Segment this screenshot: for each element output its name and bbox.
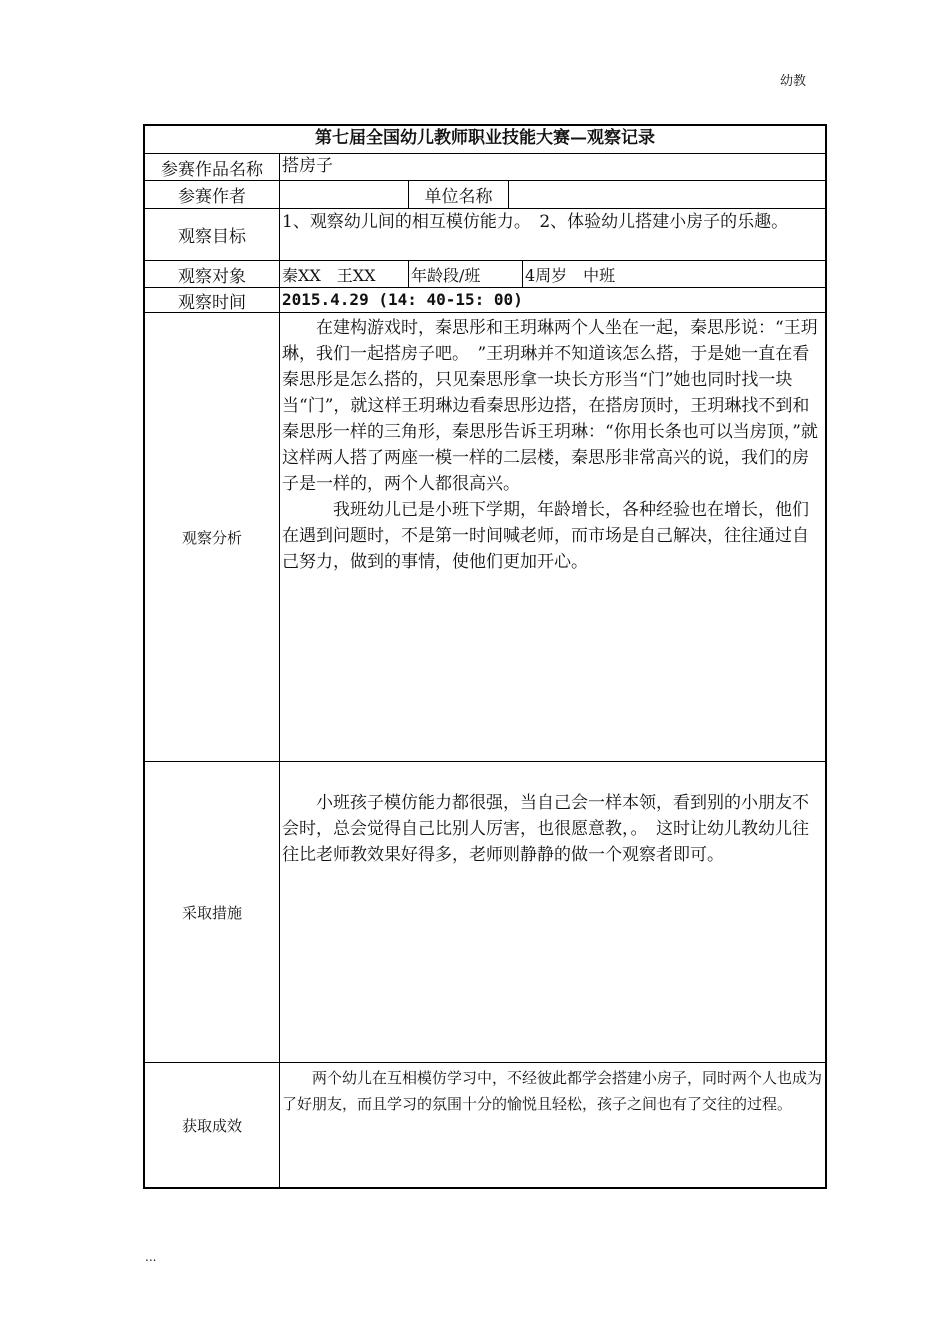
analysis-paragraph-1: 在建构游戏时，秦思彤和王玥琳两个人坐在一起，秦思彤说：“王玥琳，我们一起搭房子吧。 ”王玥琳并不知道该怎么搭，于是她一直在看秦思彤是怎么搭的，只见秦思彤拿一块长方形当“门”她也同时找一块当“门”，就这样王玥琳边看秦思彤边搭，在搭房顶时，王玥琳找不到和秦思彤一样的三角形，秦思彤告诉王玥琳：“你用长条也可以当房顶，”就这样两人搭了两座一模一样的二层楼，秦思彤非常高兴的说，我们的房子是一样的，两个人都很高兴。 [282,318,818,494]
unit-label: 单位名称 [409,181,509,208]
table-title: 第七届全国幼儿教师职业技能大赛—观察记录 [315,128,655,148]
subject-row [145,260,825,287]
age-value: 4周岁 中班 [525,265,616,285]
observation-record-table [143,124,827,1189]
result-label: 获取成效 [145,1063,280,1187]
title-row [145,126,825,153]
author-value [280,181,409,208]
work-name-value: 搭房子 [282,156,333,176]
author-row [145,180,825,208]
header-tag: 幼教 [780,74,807,89]
unit-value [509,181,825,208]
measure-label: 采取措施 [145,762,280,1062]
analysis-value [280,313,825,761]
analysis-paragraph-2: 我班幼儿已是小班下学期，年龄增长，各种经验也在增长，他们在遇到问题时，不是第一时间喊老师，而市场是自己解决，往往通过自己努力，做到的事情，使他们更加开心。 [282,500,809,572]
analysis-row [145,312,825,761]
analysis-label: 观察分析 [145,313,280,761]
author-label: 参赛作者 [145,181,280,208]
result-row [145,1062,825,1187]
subject-label: 观察对象 [145,261,280,287]
age-label: 年龄段/班 [409,261,523,287]
work-name-label: 参赛作品名称 [145,154,280,180]
subject-cells [280,261,825,287]
measure-row [145,761,825,1062]
goal-value: 1、观察幼儿间的相互模仿能力。 2、体验幼儿搭建小房子的乐趣。 [282,212,789,232]
footer-dots: ... [145,1250,157,1264]
result-value [280,1063,825,1187]
subject-value: 秦XX 王XX [280,261,409,287]
time-row [145,287,825,312]
goal-label: 观察目标 [145,209,280,260]
work-name-row [145,153,825,180]
result-paragraph: 两个幼儿在互相模仿学习中，不经彼此都学会搭建小房子，同时两个人也成为了好朋友，而且学习的氛围十分的愉悦且轻松，孩子之间也有了交往的过程。 [282,1069,823,1113]
author-unit-cells [280,181,825,208]
measure-value [280,762,825,1062]
goal-row [145,208,825,260]
time-value: 2015.4.29 (14: 40-15: 00) [282,290,523,309]
measure-paragraph: 小班孩子模仿能力都很强，当自己会一样本领，看到别的小朋友不会时，总会觉得自己比别人厉害，也很愿意教，。 这时让幼儿教幼儿往往比老师教效果好得多，老师则静静的做一个观察者即可。 [282,793,809,865]
time-label: 观察时间 [145,288,280,312]
